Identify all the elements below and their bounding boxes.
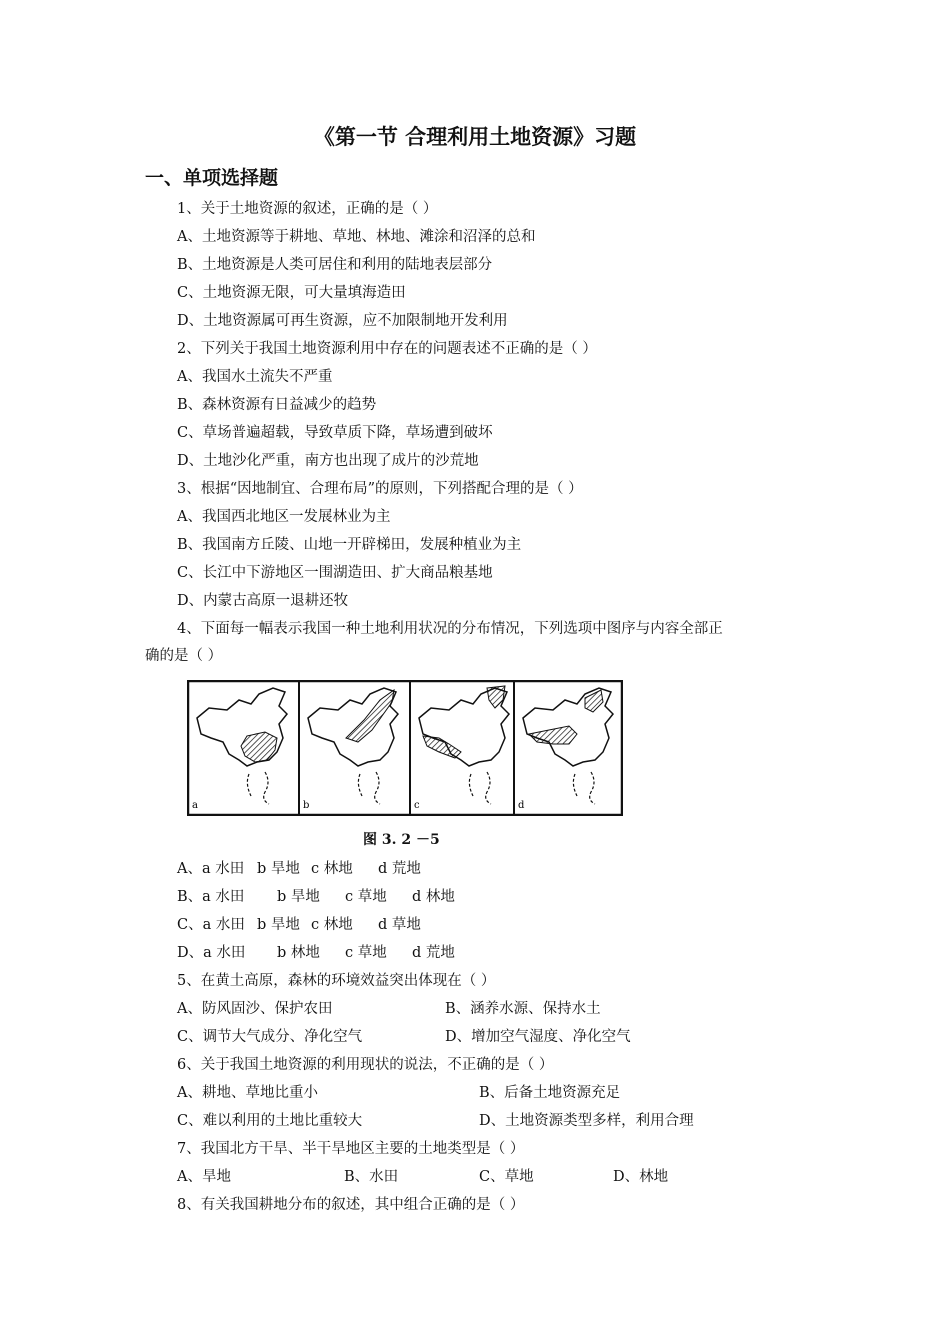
question-1-option-c: C、土地资源无限，可大量填海造田	[177, 285, 406, 301]
question-5-option-b: B、涵养水源、保持水土	[445, 1001, 601, 1017]
question-4-option-b-3: c 草地	[345, 889, 387, 905]
question-6-option-b: B、后备土地资源充足	[479, 1085, 621, 1101]
land-use-map-figure	[187, 680, 623, 816]
question-6-option-c: C、难以利用的土地比重较大	[177, 1113, 363, 1129]
map-panel-b-label: b	[303, 800, 310, 811]
question-3-option-a: A、我国西北地区一发展林业为主	[177, 509, 391, 525]
question-5-stem: 5、在黄土高原，森林的环境效益突出体现在（ ）	[177, 973, 496, 989]
question-5-option-c: C、调节大气成分、净化空气	[177, 1029, 363, 1045]
section-heading: 一、单项选择题	[145, 167, 279, 189]
question-4-option-d-4: d 荒地	[412, 945, 455, 961]
question-7-option-a: A、旱地	[177, 1169, 231, 1185]
question-7-stem: 7、我国北方干旱、半干旱地区主要的土地类型是（ ）	[177, 1141, 525, 1157]
question-4-option-a-2: b 旱地	[257, 861, 300, 877]
figure-caption: 图 3. 2 －5	[363, 832, 440, 848]
question-2-option-b: B、森林资源有日益减少的趋势	[177, 397, 377, 413]
question-5-option-a: A、防风固沙、保护农田	[177, 1001, 333, 1017]
question-7-option-b: B、水田	[344, 1169, 399, 1185]
question-6-option-d: D、土地资源类型多样，利用合理	[479, 1113, 694, 1129]
question-4-option-b-4: d 林地	[412, 889, 455, 905]
question-2-option-a: A、我国水土流失不严重	[177, 369, 333, 385]
question-3-option-c: C、长江中下游地区一围湖造田、扩大商品粮基地	[177, 565, 493, 581]
question-4-option-a-1: A、a 水田	[177, 861, 245, 877]
question-4-option-a-3: c 林地	[311, 861, 353, 877]
question-1-option-b: B、土地资源是人类可居住和利用的陆地表层部分	[177, 257, 493, 273]
question-4-option-c-4: d 草地	[378, 917, 421, 933]
question-7-option-c: C、草地	[479, 1169, 534, 1185]
question-4-option-d-1: D、a 水田	[177, 945, 246, 961]
question-4-option-d-3: c 草地	[345, 945, 387, 961]
question-1-stem: 1、关于土地资源的叙述，正确的是（ ）	[177, 201, 438, 217]
question-8-stem: 8、有关我国耕地分布的叙述，其中组合正确的是（ ）	[177, 1197, 525, 1213]
question-4-option-c-2: b 旱地	[257, 917, 300, 933]
question-1-option-a: A、土地资源等于耕地、草地、林地、滩涂和沼泽的总和	[177, 229, 536, 245]
question-2-option-c: C、草场普遍超载，导致草质下降，草场遭到破坏	[177, 425, 493, 441]
question-6-stem: 6、关于我国土地资源的利用现状的说法，不正确的是（ ）	[177, 1057, 554, 1073]
question-3-option-b: B、我国南方丘陵、山地一开辟梯田，发展种植业为主	[177, 537, 522, 553]
question-3-stem: 3、根据“因地制宜、合理布局”的原则，下列搭配合理的是（ ）	[177, 481, 583, 497]
question-4-stem-line1: 4、下面每一幅表示我国一种土地利用状况的分布情况，下列选项中图序与内容全部正	[177, 621, 723, 637]
question-3-option-d: D、内蒙古高原一退耕还牧	[177, 593, 349, 609]
question-1-option-d: D、土地资源属可再生资源，应不加限制地开发利用	[177, 313, 508, 329]
question-4-option-c-3: c 林地	[311, 917, 353, 933]
question-4-stem-line2: 确的是（ ）	[145, 648, 223, 664]
page-title: 《第一节 合理利用土地资源》习题	[313, 125, 637, 149]
map-panel-c-label: c	[414, 800, 420, 811]
map-panel-a-label: a	[192, 800, 198, 811]
question-4-option-c-1: C、a 水田	[177, 917, 245, 933]
question-4-option-b-2: b 旱地	[277, 889, 320, 905]
question-6-option-a: A、耕地、草地比重小	[177, 1085, 318, 1101]
question-2-stem: 2、下列关于我国土地资源利用中存在的问题表述不正确的是（ ）	[177, 341, 597, 357]
question-7-option-d: D、林地	[613, 1169, 669, 1185]
question-4-option-a-4: d 荒地	[378, 861, 421, 877]
question-4-option-d-2: b 林地	[277, 945, 320, 961]
question-5-option-d: D、增加空气湿度、净化空气	[445, 1029, 631, 1045]
map-panel-d-label: d	[518, 800, 525, 811]
question-2-option-d: D、土地沙化严重，南方也出现了成片的沙荒地	[177, 453, 479, 469]
question-4-option-b-1: B、a 水田	[177, 889, 245, 905]
